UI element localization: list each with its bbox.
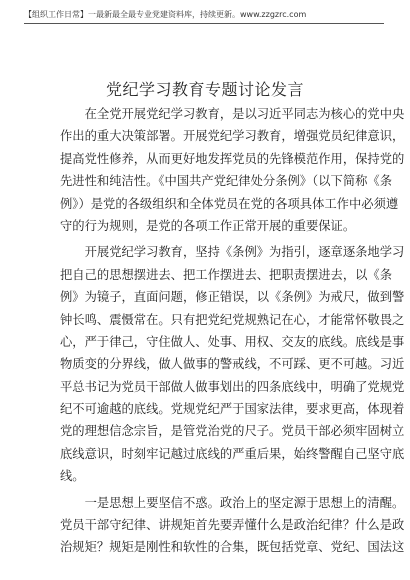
header-rule <box>24 23 384 24</box>
paragraph-line: 一是思想上要坚信不惑。政治上的坚定源于思想上的清醒。 <box>60 495 405 510</box>
paragraph-line: 把自己的思想摆进去、把工作摆进去、把职责摆进去，以《条 <box>60 267 393 282</box>
paragraph-line: 钟长鸣、震慑常在。只有把党纪党规熟记在心，才能常怀敬畏之 <box>60 312 405 327</box>
paragraph-line: 在全党开展党纪学习教育，是以习近平同志为核心的党中央 <box>60 107 405 121</box>
paragraph-line: 治规矩？规矩是刚性和软性的合集，既包括党章、党纪、国法这 <box>60 540 405 555</box>
paragraph-line: 例》为镜子，直面问题，修正错误，以《条例》为戒尺，做到警 <box>60 290 405 305</box>
paragraph-line: 开展党纪学习教育，坚持《条例》为指引，逐章逐条地学习 <box>60 245 405 260</box>
paragraph-line: 物质变的分界线，做人做事的警戒线，不可踩、更不可越。习近 <box>60 357 405 372</box>
paragraph-line: 党的理想信念宗旨，是管党治党的尺子。党员干部必须牢固树立 <box>60 424 405 439</box>
paragraph-2 <box>60 241 405 487</box>
paragraph-line: 作出的重大决策部署。开展党纪学习教育，增强党员纪律意识， <box>60 129 405 144</box>
paragraph-line: 线。 <box>60 469 85 484</box>
paragraph-line: 提高党性修养，从而更好地发挥党员的先锋模范作用，保持党的 <box>60 151 405 166</box>
paragraph-3 <box>60 492 405 559</box>
paragraph-line: 心，严于律己，守住做人、处事、用权、交友的底线。底线是事 <box>60 334 405 349</box>
page-header: 【组织工作日常】一最新最全最专业党建资料库，持续更新。www.zzgzrc.com <box>24 10 307 19</box>
document-title: 党纪学习教育专题讨论发言 <box>105 80 304 99</box>
paragraph-line: 先进性和纯洁性。《中国共产党纪律处分条例》（以下简称《条 <box>60 174 393 189</box>
paragraph-line: 党员干部守纪律、讲规矩首先要弄懂什么是政治纪律？什么是政 <box>60 518 405 533</box>
paragraph-line: 守的行为规则，是党的各项工作正常开展的重要保证。 <box>60 218 356 233</box>
document-body <box>60 103 405 559</box>
paragraph-line: 底线意识，时刻牢记越过底线的严重后果，始终警醒自己坚守底 <box>60 446 405 461</box>
paragraph-line: 例》）是党的各级组织和全体党员在党的各项具体工作中必须遵 <box>60 196 399 211</box>
paragraph-line: 平总书记为党员干部做人做事划出的四条底线中，明确了党规党 <box>60 379 405 394</box>
paragraph-line: 纪不可逾越的底线。党规党纪严于国家法律，要求更高，体现着 <box>60 402 405 417</box>
paragraph-1 <box>60 103 405 237</box>
